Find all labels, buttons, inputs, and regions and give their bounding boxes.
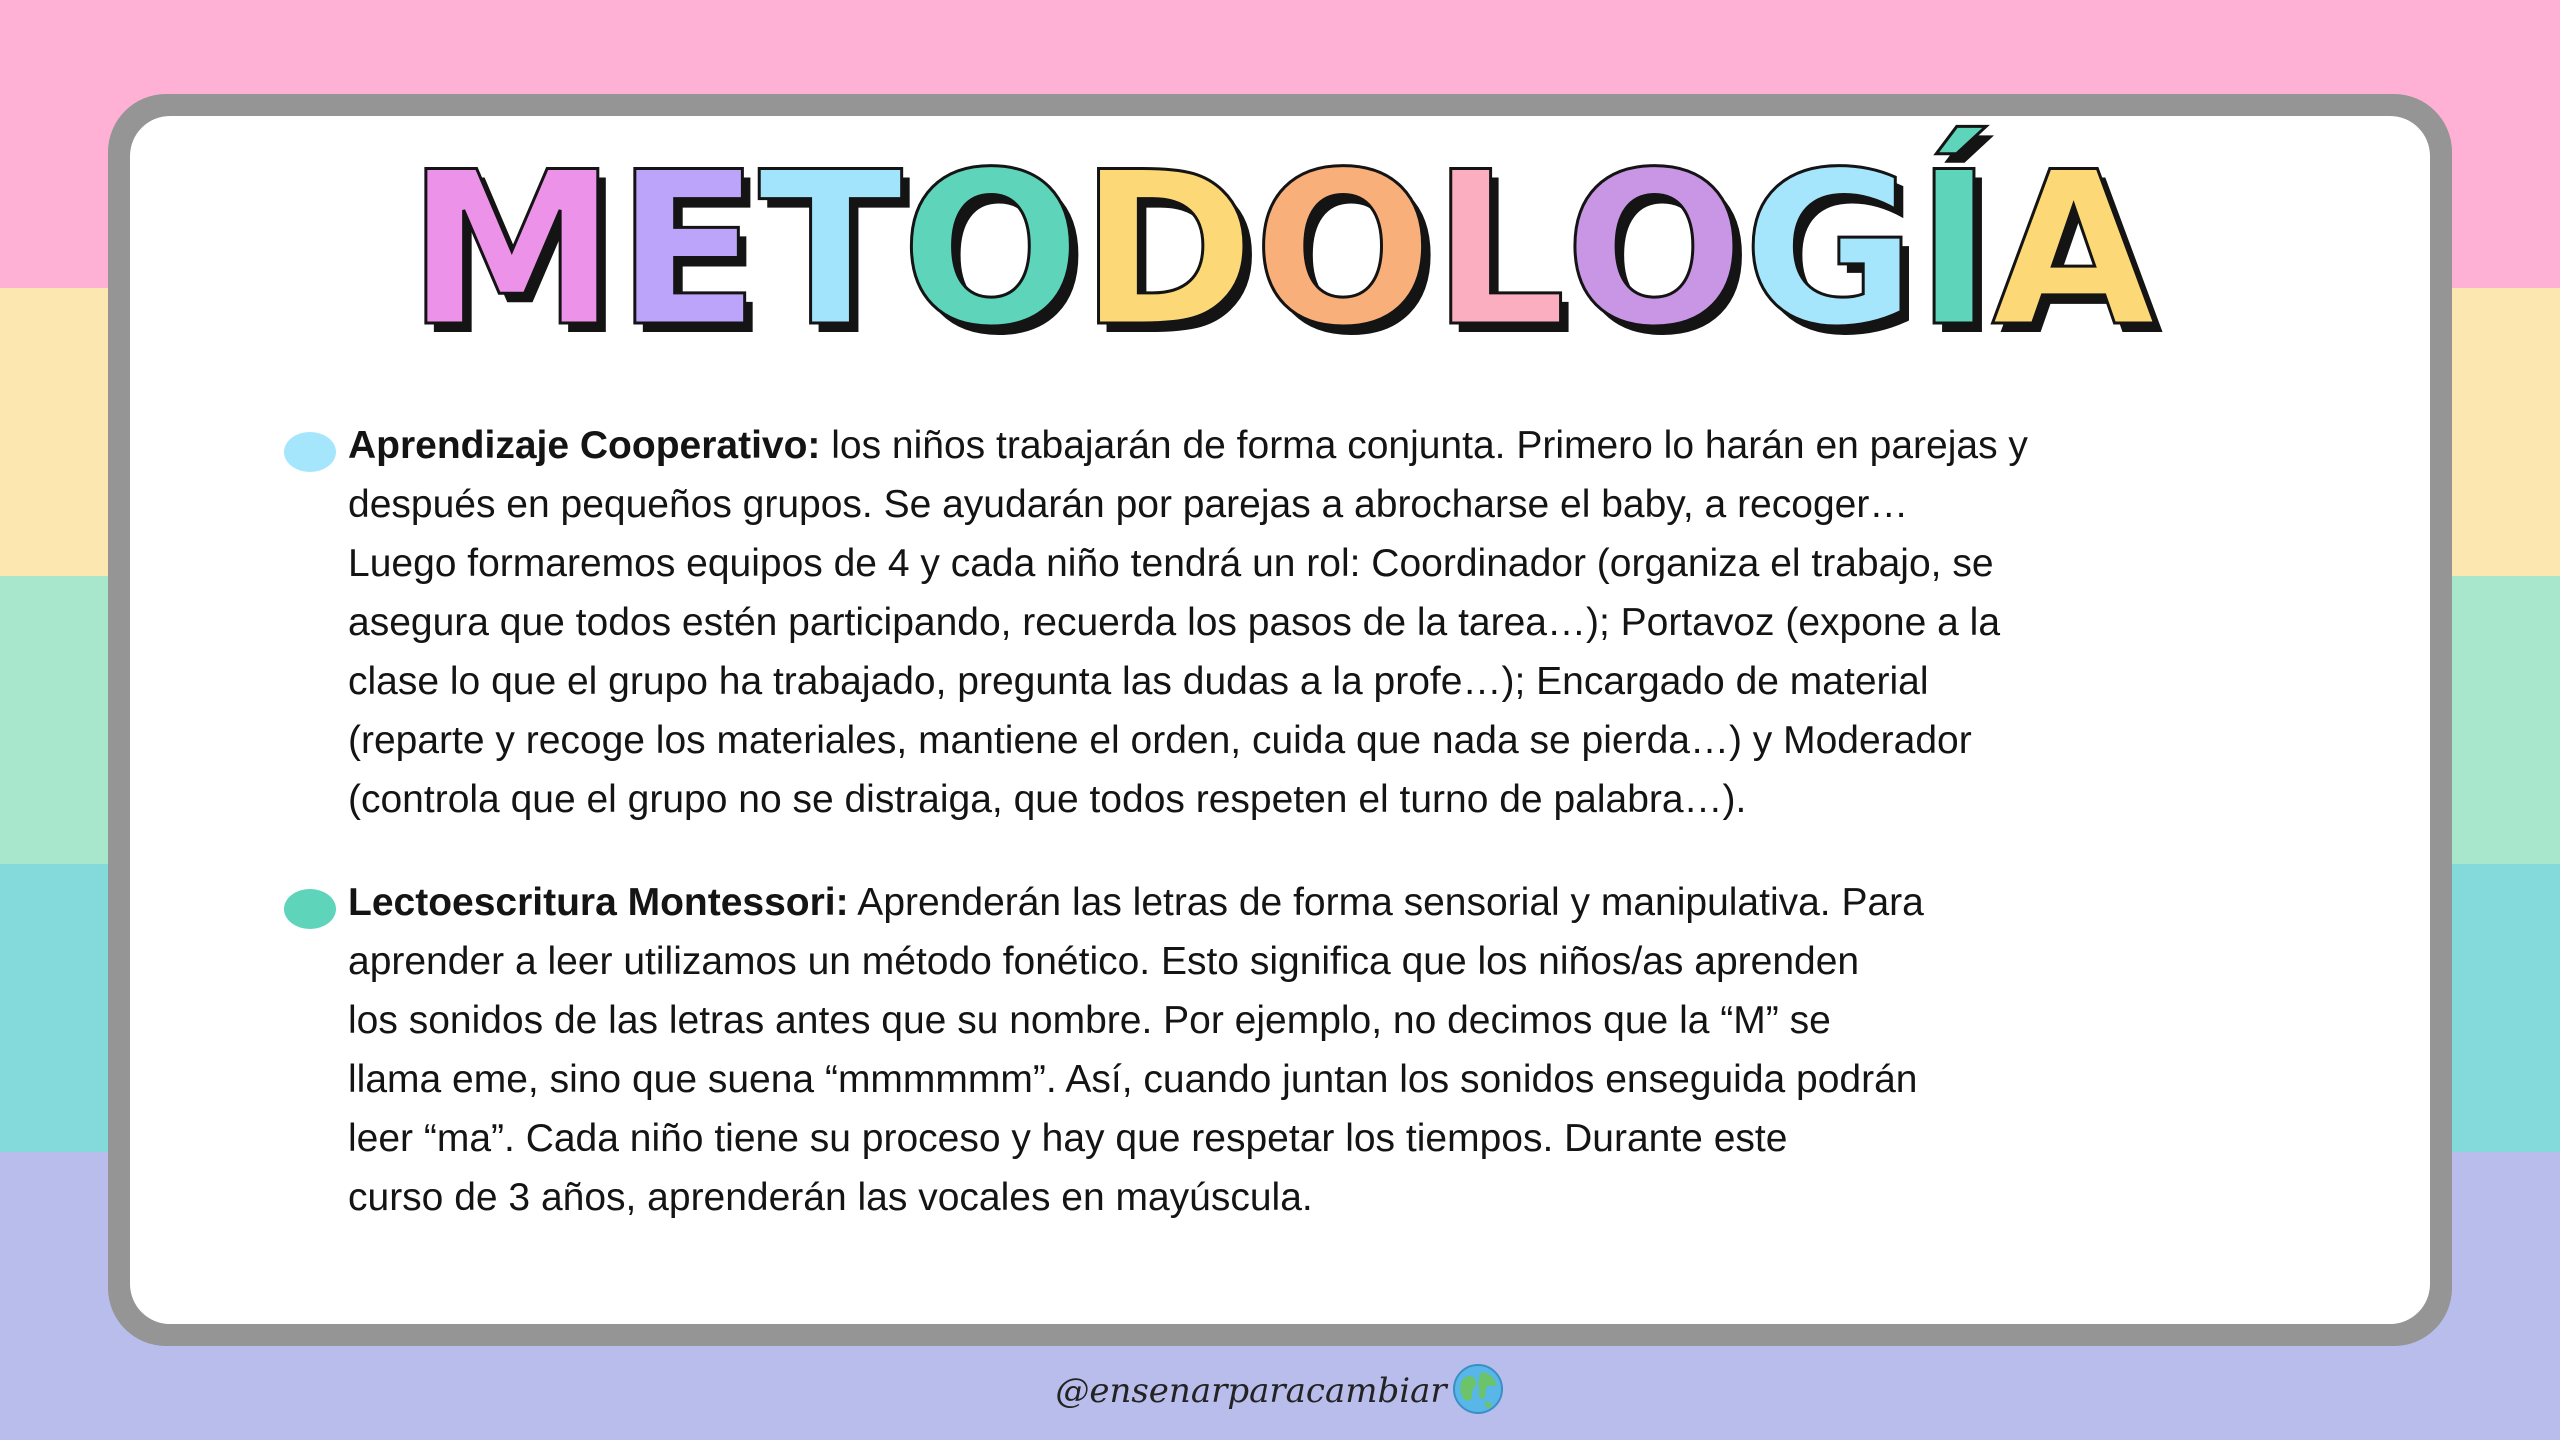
- bullet-dot-icon: [284, 432, 336, 472]
- item-title: Aprendizaje Cooperativo:: [348, 424, 821, 467]
- title-letter: L: [1431, 126, 1565, 373]
- title-letter: O: [900, 126, 1080, 373]
- title-letter: T: [758, 126, 901, 373]
- footer: [0, 1362, 2560, 1420]
- page-title: [0, 126, 2560, 373]
- title-letter: M: [406, 126, 616, 373]
- title-letter: E: [615, 126, 759, 373]
- item-body: Aprenderán las letras de forma sensorial y manipulativa. Para aprender a leer utilizamos un método fonético. Esto significa que los niños/as aprenden los sonidos de las letras antes que su nombre. Por ejemplo, no decimos que la “M” se llama eme, sino que suena “mmmmmm”. Así, cuando juntan los sonidos enseguida podrán leer “ma”. Cada niño tiene su proceso y hay que respetar los tiempos. Durante este curso de 3 años, aprenderán las vocales en mayúscula.: [348, 881, 1924, 1219]
- title-letter: O: [1564, 126, 1743, 373]
- title-letter: D: [1079, 126, 1254, 373]
- bullet-dot-icon: [284, 889, 336, 929]
- title-letter: G: [1742, 126, 1915, 373]
- globe-icon: [1451, 1362, 1505, 1420]
- title-letter: O: [1253, 126, 1432, 373]
- social-handle: @ensenarparacambiar: [1055, 1371, 1447, 1411]
- methodology-list: [348, 416, 2208, 1227]
- item-title: Lectoescritura Montessori:: [348, 881, 849, 924]
- item-body: los niños trabajarán de forma conjunta. Primero lo harán en parejas y después en pequeños grupos. Se ayudarán por parejas a abrocharse el baby, a recoger… Luego formaremos equipos de 4 y cada niño tendrá un rol: Coordinador (organiza el trabajo, se asegura que todos estén participando, recuerda los pasos de la tarea…); Portavoz (expone a la clase lo que el grupo ha trabajado, pregunta las dudas a la profe…); Encargado de material (reparte y recoge los materiales, mantiene el orden, cuida que nada se pierda…) y Moderador (controla que el grupo no se distraiga, que todos respeten el turno de palabra…).: [348, 424, 2028, 821]
- title-letter: Í: [1914, 126, 1992, 373]
- list-item-cooperative-learning: [348, 416, 2208, 829]
- list-item-montessori-literacy: [348, 873, 2208, 1227]
- title-letter: A: [1991, 126, 2154, 373]
